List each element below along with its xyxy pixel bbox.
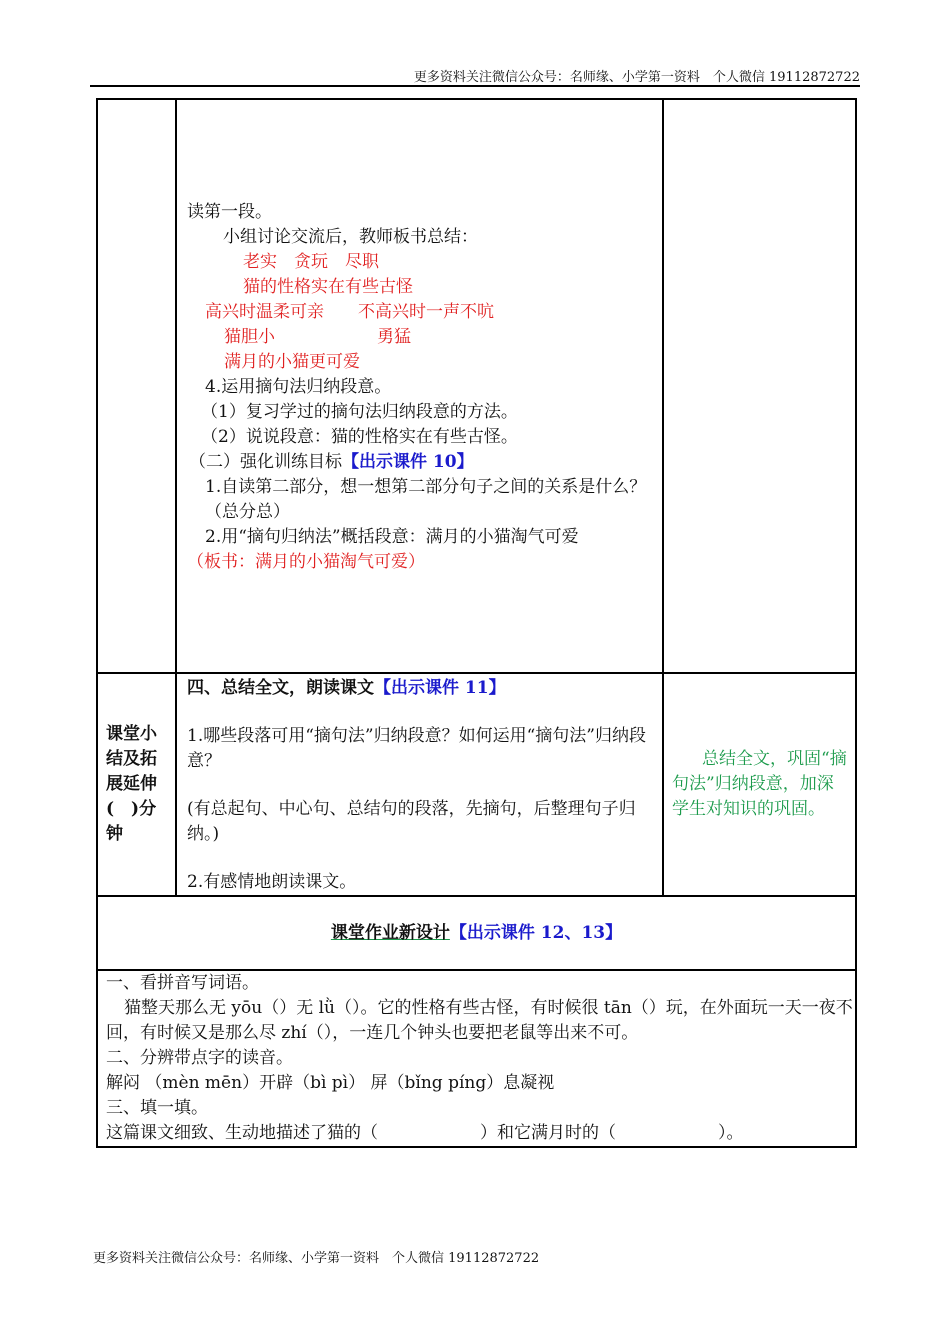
courseware-tag: 【出示课件 12、13】 bbox=[449, 922, 623, 943]
question-1: 1.哪些段落可用“摘句法”归纳段意？如何运用“摘句法”归纳段意？ bbox=[187, 726, 646, 771]
homework-title: 课堂作业新设计 bbox=[330, 922, 450, 943]
lesson-table bbox=[96, 98, 857, 1148]
summary-label-cell bbox=[97, 673, 176, 896]
summary-content-cell bbox=[176, 673, 663, 896]
courseware-tag: 【出示课件 11】 bbox=[374, 678, 506, 698]
page-footer: 更多资料关注微信公众号：名师缘、小学第一资料 个人微信 19112872722 bbox=[93, 1251, 540, 1266]
question-2: 2.有感情地朗读课文。 bbox=[187, 872, 357, 892]
line: 4.运用摘句法归纳段意。 bbox=[205, 377, 392, 397]
summary-note-cell bbox=[663, 673, 856, 896]
summary-heading: 四、总结全文，朗读课文 bbox=[187, 678, 374, 698]
courseware-tag: 【出示课件 10】 bbox=[342, 452, 474, 472]
summary-label: 课堂小结及拓展延伸( )分钟 bbox=[106, 724, 157, 844]
board-line: 满月的小猫更可爱 bbox=[224, 352, 360, 372]
exercise-text: 猫整天那么无 yōu（）无 lǜ（）。它的性格有些古怪，有时候很 tān（）玩，在外面玩一天一夜不回，有时候又是那么尽 zhí（），一连几个钟头也要把老鼠等出来不可。 bbox=[106, 998, 853, 1043]
line: 小组讨论交流后，教师板书总结： bbox=[223, 227, 478, 247]
row-homework bbox=[97, 970, 856, 1147]
section-line bbox=[187, 450, 660, 475]
exercise-text: 这篇课文细致、生动地描述了猫的（ ）和它满月时的（ ）。 bbox=[106, 1123, 744, 1143]
row1-content-cell bbox=[176, 99, 663, 673]
line: （2）说说段意：猫的性格实在有些古怪。 bbox=[201, 427, 518, 447]
line: （1）复习学过的摘句法归纳段意的方法。 bbox=[201, 402, 518, 422]
section-title: （二）强化训练目标 bbox=[189, 452, 342, 472]
row1-left-cell bbox=[97, 99, 176, 673]
header-rule bbox=[90, 85, 860, 87]
line: 1.自读第二部分，想一想第二部分句子之间的关系是什么？（总分总） bbox=[205, 477, 647, 522]
board-line: 高兴时温柔可亲 不高兴时一声不吭 bbox=[205, 302, 494, 322]
row-homework-title bbox=[97, 896, 856, 970]
board-line: 老实 贪玩 尽职 bbox=[243, 252, 379, 272]
homework-cell bbox=[97, 970, 856, 1147]
exercise-text: 解闷 （mèn mēn）开辟（bì pì） 屏（bǐng píng）息凝视 bbox=[106, 1073, 555, 1093]
exercise-heading: 二、分辨带点字的读音。 bbox=[106, 1048, 293, 1068]
page-header: 更多资料关注微信公众号：名师缘、小学第一资料 个人微信 19112872722 bbox=[413, 70, 860, 85]
row1-right-cell bbox=[663, 99, 856, 673]
design-note: 总结全文，巩固“摘句法”归纳段意，加深学生对知识的巩固。 bbox=[672, 749, 847, 819]
board-line: （板书：满月的小猫淘气可爱） bbox=[187, 552, 425, 572]
line: 读第一段。 bbox=[187, 202, 272, 222]
board-line: 猫的性格实在有些古怪 bbox=[243, 277, 413, 297]
answer-1: (有总起句、中心句、总结句的段落，先摘句，后整理句子归纳。) bbox=[187, 799, 636, 844]
row-summary bbox=[97, 673, 856, 896]
exercise-heading: 一、看拼音写词语。 bbox=[106, 973, 259, 993]
row-reading bbox=[97, 99, 856, 673]
homework-title-cell bbox=[97, 896, 856, 970]
line: 2.用“摘句归纳法”概括段意：满月的小猫淘气可爱 bbox=[205, 527, 579, 547]
board-line: 猫胆小 勇猛 bbox=[224, 327, 411, 347]
exercise-heading: 三、填一填。 bbox=[106, 1098, 208, 1118]
summary-heading-line bbox=[187, 676, 658, 701]
